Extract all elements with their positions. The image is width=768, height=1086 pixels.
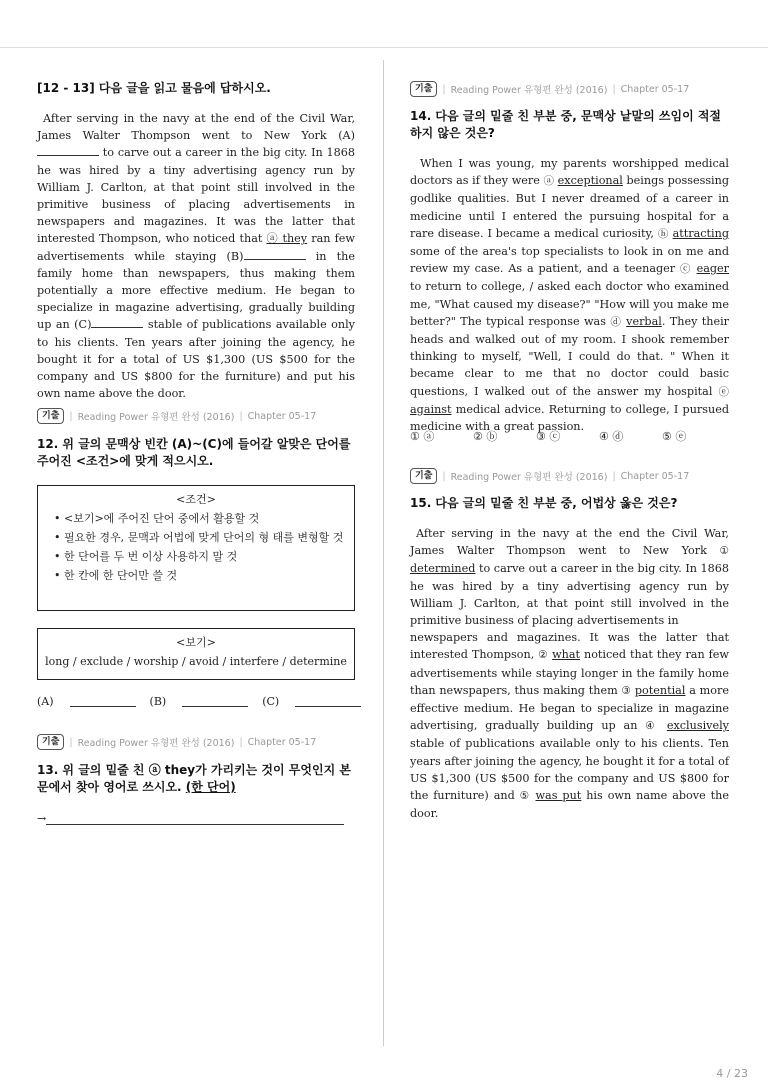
q14-choices xyxy=(410,428,725,444)
q15-underline-3: potential xyxy=(634,683,686,697)
condition-1: • <보기>에 주어진 단어 중에서 활용할 것 xyxy=(54,512,260,525)
answer-blank-c[interactable] xyxy=(295,696,361,707)
condition-2: • 필요한 경우, 문맥과 어법에 맞게 단어의 형 태를 변형할 것 xyxy=(54,531,344,544)
q14-passage xyxy=(410,155,729,435)
column-divider xyxy=(383,60,384,1046)
q15-passage xyxy=(410,525,729,822)
top-divider xyxy=(0,47,768,48)
condition-3: • 한 단어를 두 번 이상 사용하지 말 것 xyxy=(54,550,238,563)
q15-text-6: stable of publications available only to his clients. Ten years after joining the agency, he bought it for a total of US $1,300 (US $500 for the company and US $800 for the furniture) and xyxy=(410,737,729,803)
q12-chapter: Chapter 05-17 xyxy=(247,410,317,422)
q14-choice-5[interactable]: ⑤ ⓔ xyxy=(662,430,687,443)
q12-source-text: Reading Power 유형편 완성 (2016) xyxy=(77,412,235,423)
q13-question xyxy=(37,762,357,796)
q15-source-text: Reading Power 유형편 완성 (2016) xyxy=(450,472,608,483)
q14-marker-a: ⓐ xyxy=(543,175,555,188)
q15-source: 기출 | Reading Power 유형편 완성 (2016) | Chapter 05-17 xyxy=(410,468,689,484)
q14-choice-4[interactable]: ④ ⓓ xyxy=(599,430,624,443)
q15-chapter: Chapter 05-17 xyxy=(620,470,690,482)
conditions-box xyxy=(37,485,355,611)
q14-question: 14. 다음 글의 밑줄 친 부분 중, 문맥상 낱말의 쓰임이 적절하지 않은 것은? xyxy=(410,109,722,140)
blank-b xyxy=(244,259,306,260)
q15-underline-5: was put xyxy=(535,789,582,803)
q15-marker-5: ⑤ xyxy=(519,790,531,803)
q13-question-text: 13. 위 글의 밑줄 친 ⓐ they가 가리키는 것이 무엇인지 본문에서 찾아 영어로 쓰시오. xyxy=(37,763,351,794)
q13-chapter: Chapter 05-17 xyxy=(247,736,317,748)
q15-text-3: newspapers and magazines. It was the latter that interested Thompson, xyxy=(410,631,729,662)
q15-marker-1: ① xyxy=(719,545,729,558)
q14-marker-e: ⓔ xyxy=(718,385,729,398)
q14-marker-b: ⓑ xyxy=(657,227,669,240)
q14-underline-b: attracting xyxy=(672,226,729,240)
q15-text-1: After serving in the navy at the end the Civil War, James Walter Thompson went to New York xyxy=(410,527,729,558)
q14-text-3: some of the area's top specialists to look in on me and review my case. As a patient, and a teenager xyxy=(410,245,729,276)
q14-choice-2[interactable]: ② ⓑ xyxy=(473,430,498,443)
q14-underline-a: exceptional xyxy=(557,174,623,188)
q15-underline-2: what xyxy=(552,648,581,662)
condition-4: • 한 칸에 한 단어만 쓸 것 xyxy=(54,569,178,582)
q13-answer-line xyxy=(37,812,344,825)
q14-text-1: When I was young, my parents worshipped medical doctors as if they were xyxy=(410,157,729,188)
q15-text-2: to carve out a career in the big city. In 1868 he was hired by a tiny advertising agency run by William J. Carlton, at that point still involved in the primitive business of placing advertisements in xyxy=(410,562,729,628)
q12-tag: 기출 xyxy=(37,408,64,424)
q14-text-2: beings possessing godlike qualities. But I never dreamed of a career in medicine until I entered the pursuing hospital for a rare disease. I became a medical curiosity, xyxy=(410,174,730,240)
q14-underline-d: verbal xyxy=(626,314,662,328)
answer-label-c: (C) xyxy=(262,695,280,708)
q12-question: 12. 위 글의 문맥상 빈칸 (A)~(C)에 들어갈 알맞은 단어를 주어진 <조건>에 맞게 적으시오. xyxy=(37,437,351,468)
q14-source: 기출 | Reading Power 유형편 완성 (2016) | Chapter 05-17 xyxy=(410,81,689,97)
answer-label-a: (A) xyxy=(37,695,54,708)
q15-underline-4: exclusively xyxy=(666,719,729,733)
bogi-words: long / exclude / worship / avoid / interfere / determine xyxy=(45,655,347,668)
q15-marker-2: ② xyxy=(538,649,549,662)
q15-text-4: noticed that they ran few advertisements while staying longer in the family home than newspapers, thus making them xyxy=(410,648,729,697)
passage-text-1: After serving in the navy at the end of the Civil War, James Walter Thompson went to New York (A) xyxy=(37,112,355,143)
passage-text-3: ran few advertisements while staying (B) xyxy=(37,232,355,263)
section-header: [12 - 13] 다음 글을 읽고 물음에 답하시오. xyxy=(37,81,271,95)
q14-underline-e: against xyxy=(410,402,452,416)
arrow-icon: → xyxy=(37,812,47,825)
conditions-title: <조건> xyxy=(176,493,216,506)
answer-blank-a[interactable] xyxy=(70,696,136,707)
q15-marker-4: ④ xyxy=(645,720,659,733)
q14-choice-1[interactable]: ① ⓐ xyxy=(410,430,435,443)
q15-text-5: a more effective medium. He began to specialize in magazine advertising, gradually building up an xyxy=(410,683,729,733)
blank-a xyxy=(37,155,99,156)
marker-a-they: ⓐ they xyxy=(266,232,308,246)
passage-text-5: stable of publications available only to his clients. Ten years after joining the agency, he bought it for a total of US $1,300 (US $500 for the company and US $800 for the furniture) and put his own name above the door. xyxy=(37,318,355,401)
q14-source-text: Reading Power 유형편 완성 (2016) xyxy=(450,85,608,96)
q14-chapter: Chapter 05-17 xyxy=(620,83,690,95)
q13-source: 기출 | Reading Power 유형편 완성 (2016) | Chapter 05-17 xyxy=(37,734,316,750)
q13-question-emph: (한 단어) xyxy=(185,780,236,794)
passage-text-2: to carve out a career in the big city. In 1868 he was hired by a tiny advertising agency run by William J. Carlton, at that point still involved in the primitive business of placing advertisements in newspapers and magazines. It was the latter that interested Thompson, who noticed that xyxy=(37,146,355,246)
q14-choice-3[interactable]: ③ ⓒ xyxy=(536,430,561,443)
q14-marker-c: ⓒ xyxy=(679,263,692,276)
answer-blank-b[interactable] xyxy=(182,696,248,707)
passage-12-13 xyxy=(37,110,355,402)
q12-source: 기출 | Reading Power 유형편 완성 (2016) | Chapter 05-17 xyxy=(37,408,316,424)
q15-question: 15. 다음 글의 밑줄 친 부분 중, 어법상 옳은 것은? xyxy=(410,496,678,510)
q15-underline-1: determined xyxy=(410,562,476,576)
page-number: 4 / 23 xyxy=(716,1067,748,1080)
q15-tag: 기출 xyxy=(410,468,437,484)
passage-text-4: in the family home than newspapers, thus making them potentially a more effective medium. He began to specialize in magazine advertising, gradually building up an (C) xyxy=(37,249,355,332)
q13-source-text: Reading Power 유형편 완성 (2016) xyxy=(77,738,235,749)
bogi-box xyxy=(37,628,355,680)
bogi-title: <보기> xyxy=(176,636,216,649)
q12-answer-line xyxy=(37,695,375,708)
q14-underline-c: eager xyxy=(696,262,730,276)
q14-tag: 기출 xyxy=(410,81,437,97)
q14-text-4: to return to college, / asked each doctor who examined me, "What caused my disease?" "How will you make me better?" The typical response was xyxy=(410,280,729,328)
q13-answer-blank[interactable] xyxy=(46,814,344,825)
answer-label-b: (B) xyxy=(149,695,167,708)
q15-text-7: his own name above the door. xyxy=(410,789,729,821)
blank-c xyxy=(91,327,143,328)
q14-text-6: medical advice. Returning to college, I pursued medicine with a great passion. xyxy=(410,402,729,434)
q14-marker-d: ⓓ xyxy=(610,315,622,328)
q14-text-5: . They their heads and walked out of my room. I shook remember thinking to myself, "Well, I could do that. " When it became clear to me that no doctor could basic questions, I walked out of the answer my hospital xyxy=(410,314,730,398)
q15-marker-3: ③ xyxy=(621,684,632,697)
q13-tag: 기출 xyxy=(37,734,64,750)
